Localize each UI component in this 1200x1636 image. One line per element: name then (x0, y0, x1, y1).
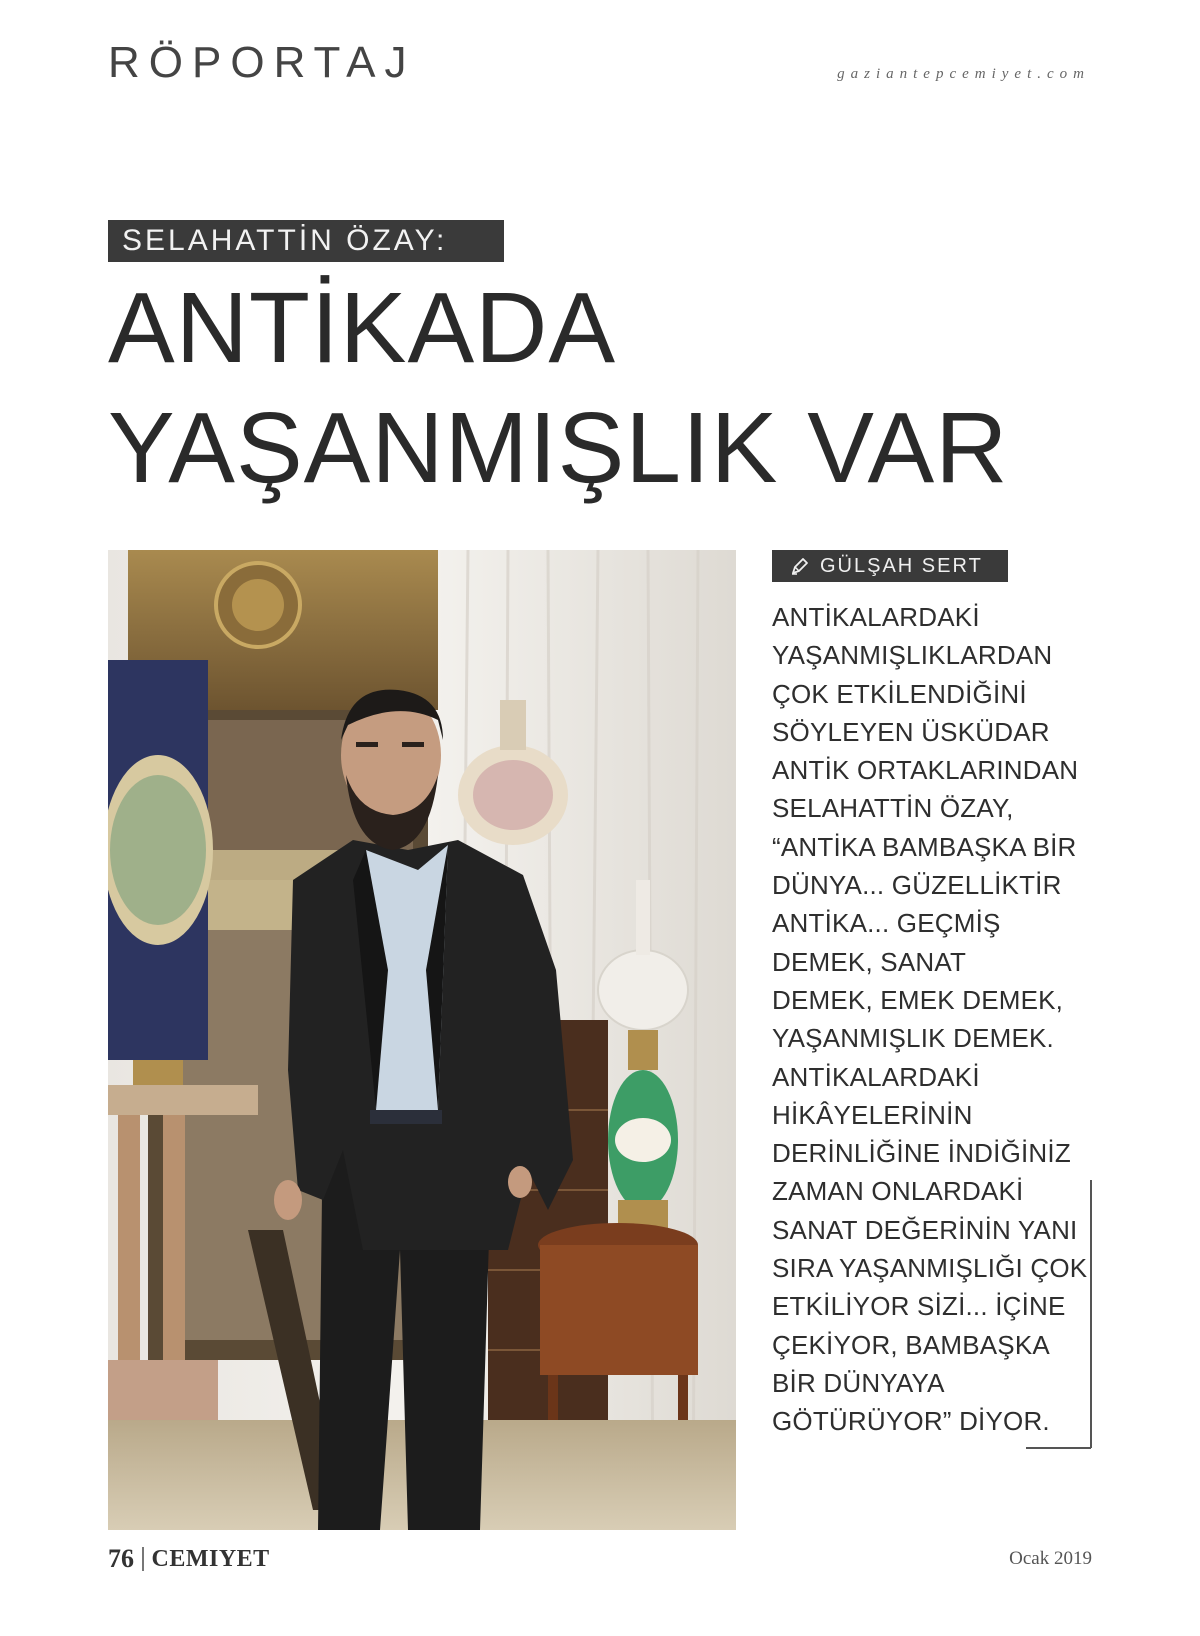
intro-line: DÜNYA... GÜZELLİKTİR (772, 870, 1062, 901)
issue-date: Ocak 2019 (1009, 1548, 1092, 1569)
magazine-name: CEMIYET (151, 1545, 270, 1572)
intro-line: BİR DÜNYAYA (772, 1367, 945, 1398)
intro-line: DERİNLİĞİNE İNDİĞİNİZ (772, 1138, 1071, 1169)
website-url[interactable]: gaziantepcemiyet.com (837, 66, 1090, 82)
portrait-photo (108, 550, 736, 1530)
intro-rule-horizontal (1026, 1447, 1091, 1449)
intro-line: ETKİLİYOR SİZİ... İÇİNE (772, 1291, 1066, 1322)
section-label: RÖPORTAJ (108, 38, 416, 87)
intro-line: ÇEKİYOR, BAMBAŞKA (772, 1329, 1050, 1360)
intro-line: ÇOK ETKİLENDİĞİNİ (772, 678, 1027, 709)
intro-line: YAŞANMIŞLIKLARDAN (772, 640, 1053, 671)
page-number: 76 (108, 1544, 134, 1573)
intro-line: ANTİKALARDAKİ (772, 602, 980, 632)
intro-line: ANTİKA... GEÇMİŞ (772, 908, 1001, 939)
author-banner (772, 550, 1008, 582)
intro-rule-vertical (1090, 1180, 1092, 1448)
portrait-photo-illustration (108, 550, 736, 1530)
intro-line: SELAHATTİN ÖZAY, (772, 793, 1014, 824)
intro-line: SÖYLEYEN ÜSKÜDAR (772, 716, 1050, 747)
headline-line-2: YAŞANMIŞLIK VAR (108, 392, 1009, 504)
name-banner: SELAHATTİN ÖZAY: (108, 220, 504, 262)
intro-line: YAŞANMIŞLIK DEMEK. (772, 1023, 1054, 1054)
intro-line: ANTİK ORTAKLARINDAN (772, 755, 1079, 786)
intro-line: SANAT DEĞERİNİN YANI (772, 1214, 1078, 1245)
intro-line: HİKÂYELERİNİN (772, 1099, 973, 1130)
intro-line: DEMEK, SANAT (772, 946, 967, 977)
intro-line: ZAMAN ONLARDAKİ (772, 1176, 1024, 1207)
author-name: GÜLŞAH SERT (820, 554, 983, 577)
footer-page (108, 1544, 270, 1574)
intro-line: GÖTÜRÜYOR” DİYOR. (772, 1406, 1050, 1437)
intro-line: DEMEK, EMEK DEMEK, (772, 984, 1064, 1015)
intro-line: ANTİKALARDAKİ (772, 1061, 980, 1092)
footer-divider (142, 1547, 144, 1571)
pen-icon (790, 556, 810, 576)
intro-line: “ANTİKA BAMBAŞKA BİR (772, 831, 1077, 862)
headline-line-1: ANTİKADA (108, 272, 617, 384)
headline (108, 268, 1008, 508)
intro-line: SIRA YAŞANMIŞLIĞI ÇOK (772, 1253, 1088, 1284)
intro-paragraph (772, 598, 1088, 1441)
